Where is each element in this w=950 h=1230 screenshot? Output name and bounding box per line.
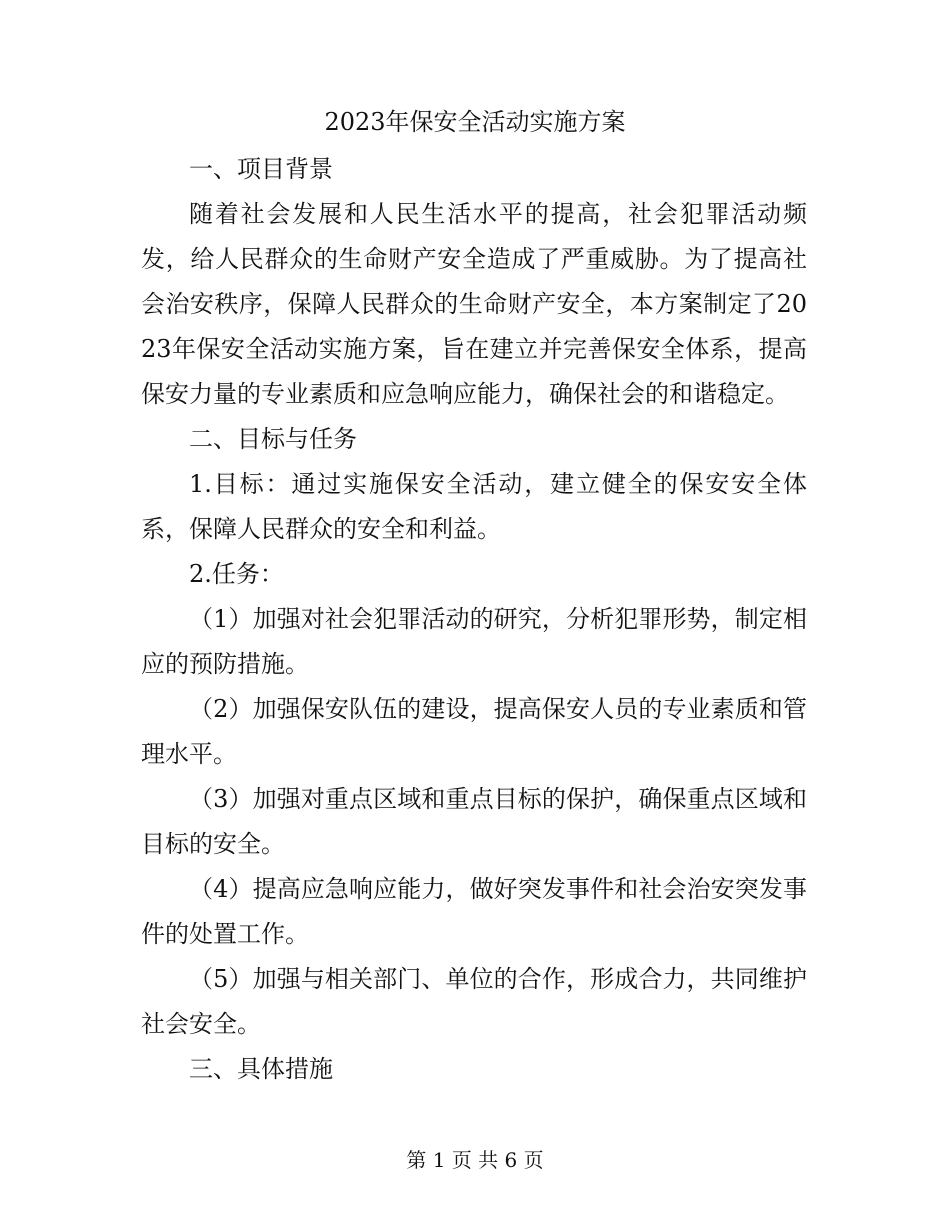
task-item-5: （5）加强与相关部门、单位的合作，形成合力，共同维护社会安全。 bbox=[141, 965, 807, 1038]
paragraph-goal: 1.目标：通过实施保安全活动，建立健全的保安安全体系，保障人民群众的安全和利益。 bbox=[141, 470, 807, 543]
document-title: 2023年保安全活动实施方案 bbox=[324, 108, 626, 136]
task-item-1: （1）加强对社会犯罪活动的研究，分析犯罪形势，制定相应的预防措施。 bbox=[141, 605, 807, 678]
paragraph-background: 随着社会发展和人民生活水平的提高，社会犯罪活动频发，给人民群众的生命财产安全造成了严重威胁。为了提高社会治安秩序，保障人民群众的生命财产安全，本方案制定了2023年保安全活动实施方案，旨在建立并完善保安全体系，提高保安力量的专业素质和应急响应能力，确保社会的和谐稳定。 bbox=[141, 200, 807, 408]
document-body bbox=[141, 147, 807, 1092]
paragraph-tasks-label: 2.任务： bbox=[189, 560, 284, 588]
section-heading-goals-tasks: 二、目标与任务 bbox=[189, 425, 357, 453]
task-item-4: （4）提高应急响应能力，做好突发事件和社会治安突发事件的处置工作。 bbox=[141, 875, 807, 948]
task-item-3: （3）加强对重点区域和重点目标的保护，确保重点区域和目标的安全。 bbox=[141, 785, 807, 858]
task-item-2: （2）加强保安队伍的建设，提高保安人员的专业素质和管理水平。 bbox=[141, 695, 807, 768]
section-heading-background: 一、项目背景 bbox=[189, 155, 333, 183]
section-heading-measures: 三、具体措施 bbox=[189, 1055, 333, 1083]
page-footer: 第 1 页 共 6 页 bbox=[406, 1148, 544, 1172]
